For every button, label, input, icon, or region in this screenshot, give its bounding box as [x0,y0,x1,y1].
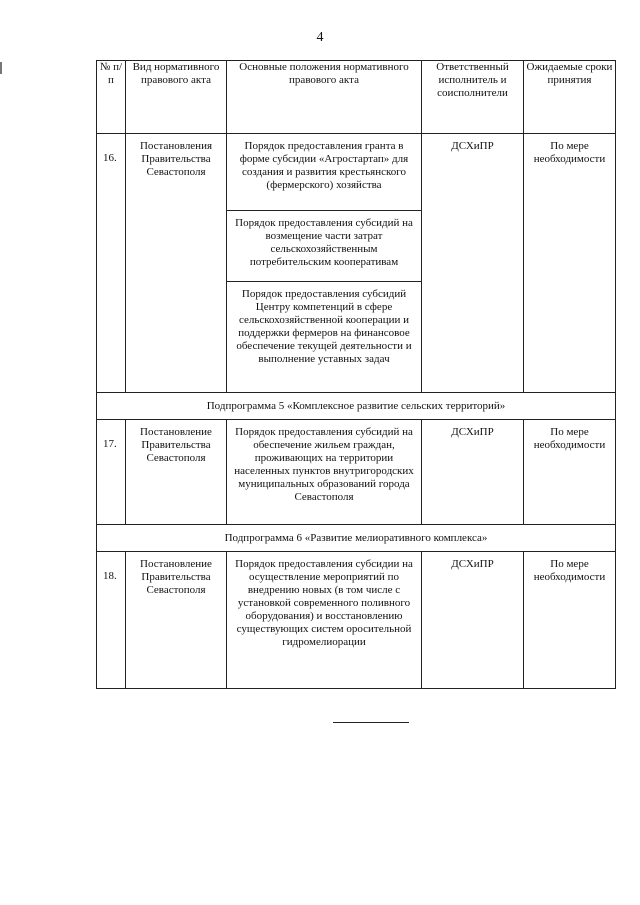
subprogram-title: Подпрограмма 5 «Комплексное развитие сельских территорий» [97,393,616,420]
table-header-row [97,61,616,134]
legal-acts-table [96,60,616,689]
subprogram-row [97,525,616,552]
row-num: 17. [97,420,126,525]
subprogram-row [97,393,616,420]
row-act-type: Постановления Правительства Севастополя [126,134,227,393]
table-row [97,420,616,525]
table-row [97,134,616,211]
row-provision: Порядок предоставления гранта в форме субсидии «Агростартап» для создания и развития крестьянского (фермерского) хозяйства [227,134,422,211]
header-executor: Ответственный исполнитель и соисполнители [422,61,524,134]
row-provision: Порядок предоставления субсидии на осуществление мероприятий по внедрению новых (в том числе с установкой современного поливного оборудования) и восстановлению существующих систем оросительной гидромелиорации [227,552,422,689]
end-line [333,722,409,723]
header-act-type: Вид нормативного правового акта [126,61,227,134]
row-executor: ДСХиПР [422,552,524,689]
row-executor: ДСХиПР [422,134,524,393]
row-deadline: По мере необходимости [524,420,616,525]
header-provisions: Основные положения нормативного правового акта [227,61,422,134]
row-provision: Порядок предоставления субсидий на возмещение части затрат сельскохозяйственным потребительским кооперативам [227,211,422,282]
row-provision: Порядок предоставления субсидий на обеспечение жильем граждан, проживающих на территории населенных пунктов внутригородских муниципальных образований города Севастополя [227,420,422,525]
header-deadline: Ожидаемые сроки принятия [524,61,616,134]
row-executor: ДСХиПР [422,420,524,525]
row-act-type: Постановление Правительства Севастополя [126,552,227,689]
row-deadline: По мере необходимости [524,134,616,393]
table-row [97,552,616,689]
margin-mark [0,62,2,74]
page-number: 4 [316,30,324,45]
row-num: 16. [97,134,126,393]
row-provision: Порядок предоставления субсидий Центру компетенций в сфере сельскохозяйственной кооперации и поддержки фермеров на финансовое обеспечение текущей деятельности и выполнение уставных задач [227,282,422,393]
subprogram-title: Подпрограмма 6 «Развитие мелиоративного комплекса» [97,525,616,552]
row-deadline: По мере необходимости [524,552,616,689]
row-num: 18. [97,552,126,689]
row-act-type: Постановление Правительства Севастополя [126,420,227,525]
header-num: № п/п [97,61,126,134]
